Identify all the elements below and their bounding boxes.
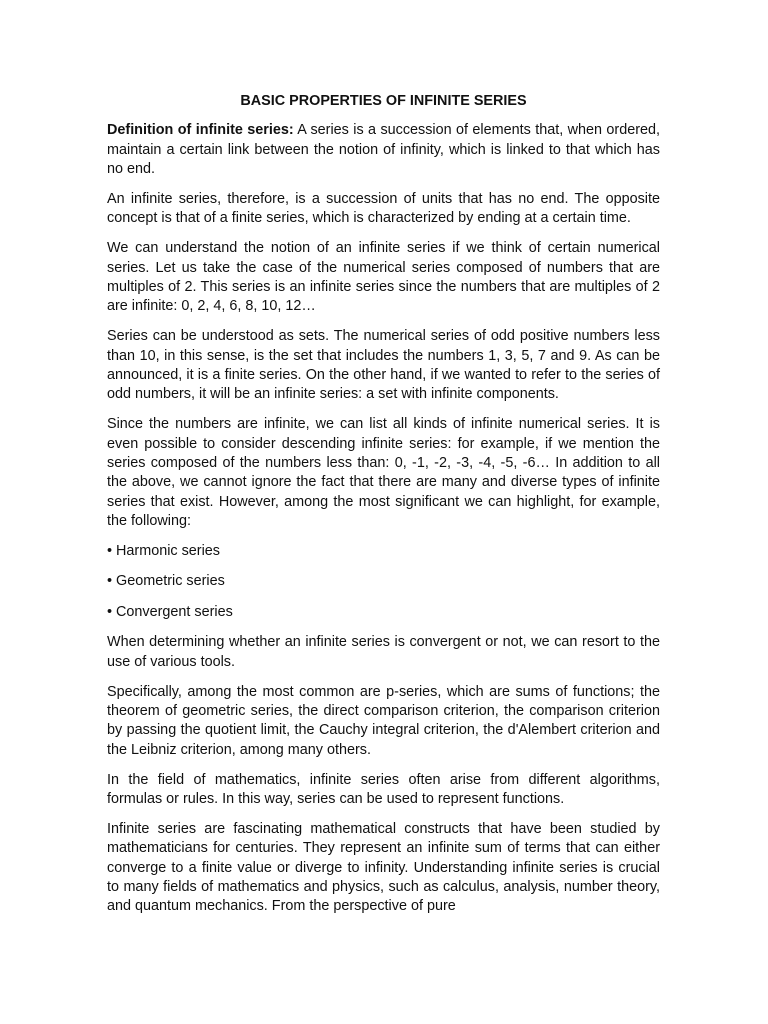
bullet-geometric: • Geometric series — [107, 573, 225, 590]
bullet-convergent: • Convergent series — [107, 603, 233, 620]
paragraph-5: When determining whether an infinite series is convergent or not, we can resort to the use of various tools. — [107, 634, 660, 670]
paragraph-1: An infinite series, therefore, is a succession of units that has no end. The opposite concept is that of a finite series, which is characterized by ending at a certain time. — [107, 191, 660, 227]
definition-paragraph — [107, 121, 660, 179]
paragraph-2: We can understand the notion of an infinite series if we think of certain numerical series. Let us take the case of the numerical series composed of numbers that are multiples of 2. This series is an infinite series since the numbers that are multiples of 2 are infinite: 0, 2, 4, 6, 8, 10, 12… — [107, 240, 660, 315]
document-page — [107, 92, 660, 927]
paragraph-8: Infinite series are fascinating mathematical constructs that have been studied by mathematicians for centuries. They represent an infinite sum of terms that can either converge to a finite value or diverge to infinity. Understanding infinite series is crucial to many fields of mathematics and physics, such as calculus, analysis, number theory, and quantum mechanics. From the perspective of pure — [107, 820, 660, 915]
paragraph-6: Specifically, among the most common are p-series, which are sums of functions; the theorem of geometric series, the direct comparison criterion, the comparison criterion by passing the quotient limit, the Cauchy integral criterion, the d'Alembert criterion and the Leibniz criterion, among many others. — [107, 683, 660, 758]
paragraph-3: Series can be understood as sets. The numerical series of odd positive numbers less than 10, in this sense, is the set that includes the numbers 1, 3, 5, 7 and 9. As can be announced, it is a finite series. On the other hand, if we wanted to refer to the series of odd numbers, it will be an infinite series: a set with infinite components. — [107, 328, 660, 403]
definition-text: A series is a succession of elements that, when ordered, maintain a certain link between the notion of infinity, which is linked to that which has no end. — [107, 122, 660, 178]
definition-term: Definition of infinite series: — [107, 122, 294, 139]
paragraph-4: Since the numbers are infinite, we can list all kinds of infinite numerical series. It is even possible to consider descending infinite series: for example, if we mention the series composed of the numbers less than: 0, -1, -2, -3, -4, -5, -6… In addition to all the above, we cannot ignore the fact that there are many and diverse types of infinite series that exist. However, among the most significant we can highlight, for example, the following: — [107, 416, 660, 530]
paragraph-7: In the field of mathematics, infinite series often arise from different algorithms, formulas or rules. In this way, series can be used to represent functions. — [107, 771, 660, 807]
document-title: BASIC PROPERTIES OF INFINITE SERIES — [240, 93, 527, 109]
bullet-harmonic: • Harmonic series — [107, 543, 220, 560]
